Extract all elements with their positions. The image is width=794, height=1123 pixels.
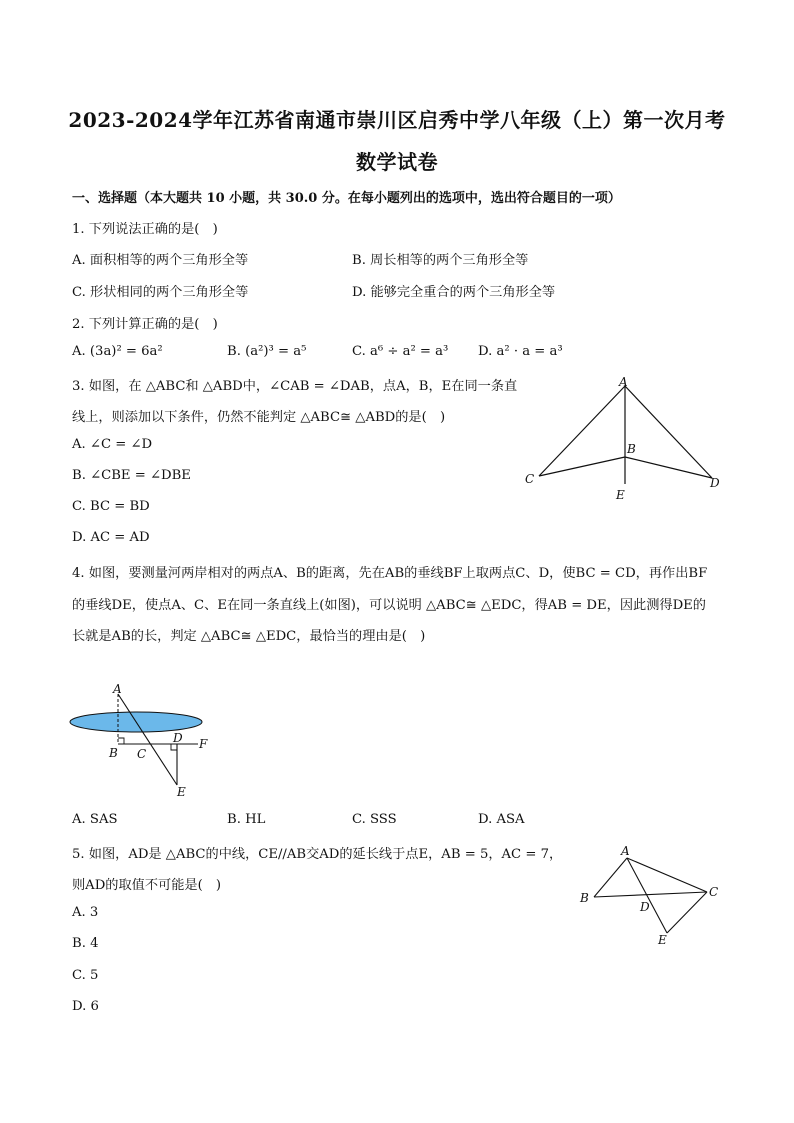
q1-option-d: D. 能够完全重合的两个三角形全等 [352,285,556,300]
q4-label-b: B [109,746,118,760]
q3-label-a: A [619,375,628,389]
q1-option-a: A. 面积相等的两个三角形全等 [72,253,249,268]
q2-option-b: B. (a²)³ = a⁵ [227,344,307,359]
q3-stem-line1: 3. 如图，在 △ABC和 △ABD中，∠CAB = ∠DAB，点A，B，E在同一条直 [72,379,518,394]
q1-option-b: B. 周长相等的两个三角形全等 [352,253,529,268]
q4-label-a: A [113,682,122,696]
q5-segment-ab [594,858,627,897]
q3-segment-cb [539,457,625,476]
q5-figure [572,840,732,952]
q3-option-d: D. AC = AD [72,530,150,545]
q4-label-e: E [177,785,186,799]
q4-option-d: D. ASA [478,812,525,827]
q5-segment-ce [667,892,707,933]
q3-figure [515,372,730,507]
q3-stem-line2: 线上，则添加以下条件，仍然不能判定 △ABC≅ △ABD的是( ) [72,410,446,425]
q4-figure [66,680,226,800]
q3-label-e: E [616,488,625,502]
q5-option-a: A. 3 [72,905,99,920]
q1-option-c: C. 形状相同的两个三角形全等 [72,285,249,300]
q5-option-b: B. 4 [72,936,99,951]
q4-option-a: A. SAS [72,812,118,827]
q4-label-c: C [137,747,147,761]
q5-label-c: C [709,885,719,899]
q4-right-angle-b [118,738,124,744]
q5-option-d: D. 6 [72,999,99,1014]
q5-segment-ac [627,858,707,892]
q4-label-d: D [173,731,183,745]
q4-stem-line1: 4. 如图，要测量河两岸相对的两点A、B的距离，先在AB的垂线BF上取两点C、D，使BC = CD，再作出BF [72,566,708,581]
section-heading: 一、选择题（本大题共 10 小题，共 30.0 分。在每小题列出的选项中，选出符合题目的一项） [72,191,621,206]
q5-label-d: D [640,900,650,914]
q3-option-c: C. BC = BD [72,499,150,514]
q4-segment-ae [118,694,177,785]
paper-title-line1: 2023-2024学年江苏省南通市崇川区启秀中学八年级（上）第一次月考 [68,108,726,132]
q3-option-a: A. ∠C = ∠D [72,437,153,452]
q5-segment-bc [594,892,707,897]
q2-option-a: A. (3a)² = 6a² [72,344,163,359]
q5-label-e: E [658,933,667,947]
q4-stem-line2: 的垂线DE，使点A、C、E在同一条直线上(如图)，可以说明 △ABC≅ △EDC，得AB = DE，因此测得DE的 [72,598,706,613]
q4-option-c: C. SSS [352,812,397,827]
q4-label-f: F [199,737,208,751]
q2-option-d: D. a² · a = a³ [478,344,563,359]
q3-segment-ad [625,386,712,478]
q3-option-b: B. ∠CBE = ∠DBE [72,468,191,483]
paper-title-line2: 数学试卷 [356,150,438,174]
q5-option-c: C. 5 [72,968,99,983]
q4-stem-line3: 长就是AB的长，判定 △ABC≅ △EDC，最恰当的理由是( ) [72,629,426,644]
q3-segment-bd [625,457,712,478]
q5-stem-line2: 则AD的取值不可能是( ) [72,878,222,893]
q2-option-c: C. a⁶ ÷ a² = a³ [352,344,449,359]
q1-stem: 1. 下列说法正确的是( ) [72,222,218,237]
q5-label-b: B [580,891,589,905]
q3-label-b: B [627,442,636,456]
q3-label-c: C [525,472,535,486]
q5-stem-line1: 5. 如图，AD是 △ABC的中线，CE//AB交AD的延长线于点E，AB = 5，AC = 7， [72,847,563,862]
q4-option-b: B. HL [227,812,266,827]
q3-segment-ac [539,386,625,476]
q2-stem: 2. 下列计算正确的是( ) [72,317,218,332]
q5-label-a: A [621,844,630,858]
q3-label-d: D [710,476,720,490]
